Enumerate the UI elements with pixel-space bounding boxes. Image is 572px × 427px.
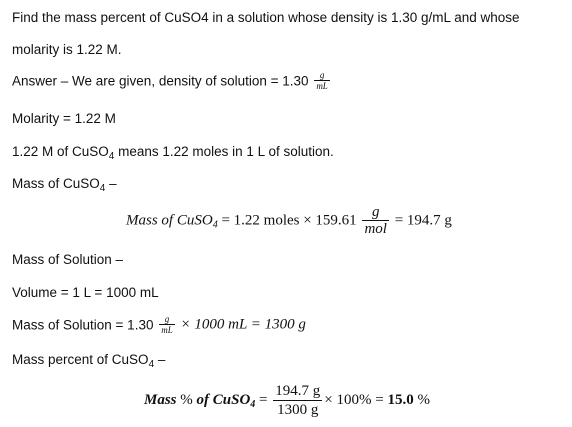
mass-solution-line — [12, 314, 306, 336]
mass-heading — [12, 176, 117, 194]
density-unit-den: mL — [316, 81, 328, 91]
mass-heading-post: – — [105, 176, 117, 191]
answer-intro-text: Answer – We are given, density of solution = 1.30 — [12, 73, 309, 89]
percent-eq-fraction — [273, 382, 322, 419]
percent-eq-frac-num: 194.7 g — [275, 383, 321, 399]
density-unit-num: g — [314, 70, 330, 81]
percent-eq-lhs-b: % — [176, 392, 197, 408]
meaning-post: means 1.22 moles in 1 L of solution. — [114, 144, 334, 159]
percent-eq-frac-den: 1300 g — [277, 402, 319, 418]
meaning-pre: 1.22 M of CuSO — [12, 144, 109, 159]
percent-eq-lhs-a: Mass — [144, 392, 177, 408]
mass-eq-frac-num: g — [362, 204, 389, 221]
density-unit-fraction — [314, 70, 330, 92]
percent-eq-middle: × 100% = — [324, 392, 388, 408]
percent-eq-result-unit: % — [413, 392, 430, 408]
mass-equation — [126, 204, 452, 238]
mass-eq-frac-den: mol — [364, 221, 387, 237]
mass-solution-frac-num: g — [159, 314, 175, 325]
molarity-line — [12, 111, 116, 126]
molarity-text: Molarity = 1.22 M — [12, 111, 116, 126]
mass-eq-middle: = 1.22 moles × 159.61 — [217, 212, 357, 229]
question-text-2: molarity is 1.22 M. — [12, 42, 122, 57]
mass-eq-lhs: Mass of CuSO — [126, 212, 213, 229]
percent-heading-pre: Mass percent of CuSO — [12, 352, 149, 367]
mass-solution-fraction — [159, 314, 175, 336]
volume-line — [12, 285, 159, 300]
mass-eq-rhs: = 194.7 g — [390, 212, 452, 229]
meaning-sub: 4 — [108, 151, 115, 162]
answer-intro-line — [12, 70, 332, 92]
percent-eq-lhs-sub: 4 — [250, 398, 256, 410]
percent-equation — [144, 382, 430, 419]
mass-solution-pre: Mass of Solution = 1.30 — [12, 317, 154, 333]
mass-solution-heading — [12, 252, 123, 267]
percent-heading — [12, 352, 165, 370]
mass-solution-post: × 1000 mL = 1300 g — [180, 316, 306, 333]
mass-heading-sub: 4 — [99, 183, 106, 194]
mass-eq-fraction — [362, 204, 389, 238]
percent-heading-post: – — [154, 352, 166, 367]
percent-heading-sub: 4 — [148, 359, 155, 370]
percent-eq-result: 15.0 — [387, 392, 414, 408]
question-line-1 — [12, 10, 520, 25]
percent-eq-equals: = — [255, 392, 272, 408]
question-text-1: Find the mass percent of CuSO4 in a solution whose density is 1.30 g/mL and whose — [12, 10, 520, 25]
mass-solution-frac-den: mL — [161, 325, 173, 335]
meaning-line — [12, 144, 334, 162]
mass-solution-heading-text: Mass of Solution – — [12, 252, 124, 267]
mass-eq-lhs-sub: 4 — [212, 219, 218, 231]
question-line-2 — [12, 42, 122, 57]
percent-eq-lhs-c: of CuSO — [196, 392, 251, 408]
volume-text: Volume = 1 L = 1000 mL — [12, 285, 159, 300]
mass-heading-pre: Mass of CuSO — [12, 176, 100, 191]
